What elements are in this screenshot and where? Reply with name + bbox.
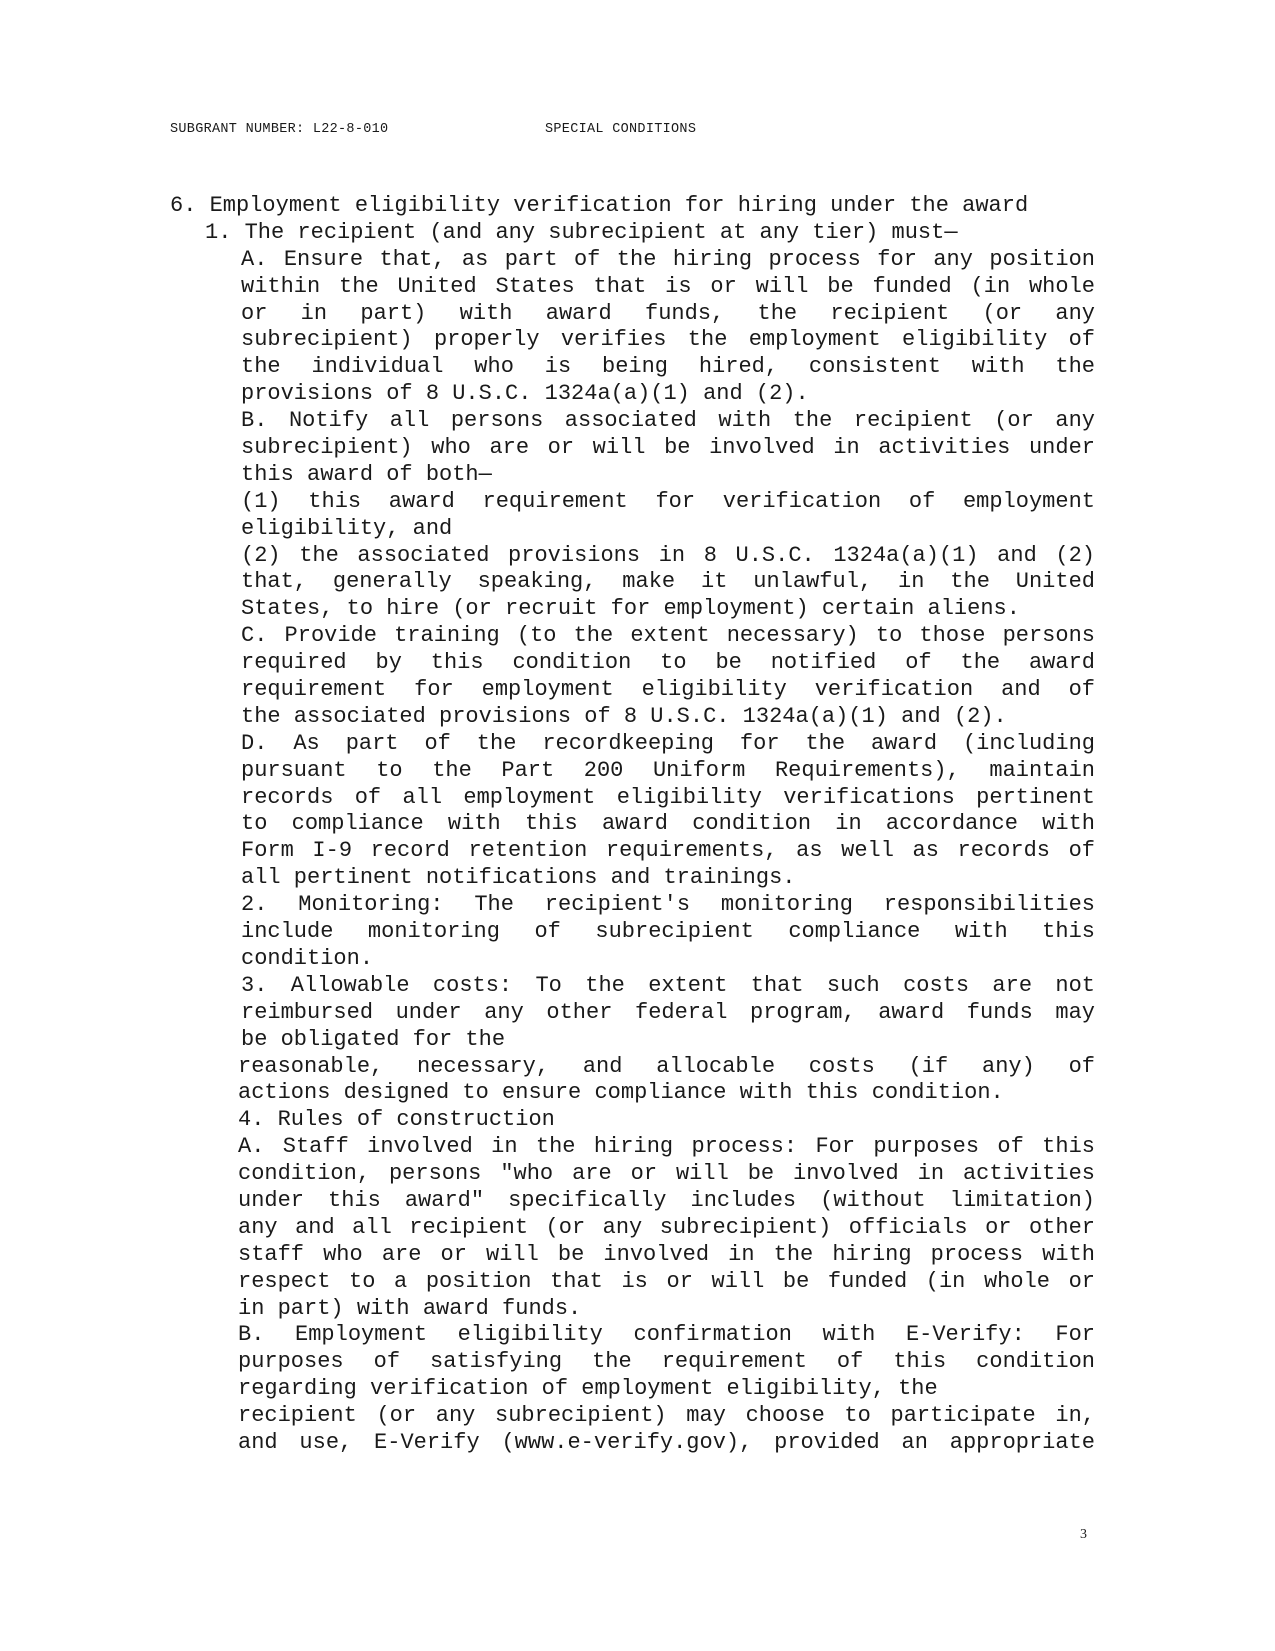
text-line: States, to hire (or recruit for employment) certain aliens.	[241, 596, 1020, 622]
text-line: any and all recipient (or any subrecipient) officials or other	[238, 1214, 1095, 1240]
text-line: records of all employment eligibility verifications pertinent	[241, 784, 1095, 810]
text-line: actions designed to ensure compliance with this condition.	[238, 1080, 1004, 1106]
text-line: regarding verification of employment eligibility, the	[238, 1376, 938, 1402]
text-line: pursuant to the Part 200 Uniform Requirements), maintain	[241, 757, 1095, 783]
text-line: within the United States that is or will be funded (in whole	[241, 273, 1095, 299]
text-line: reimbursed under any other federal program, award funds may	[241, 999, 1095, 1025]
text-line: A. Staff involved in the hiring process: For purposes of this	[238, 1134, 1095, 1160]
text-line: recipient (or any subrecipient) may choose to participate in,	[238, 1403, 1095, 1429]
text-line: under this award" specifically includes (without limitation)	[238, 1187, 1095, 1213]
subgrant-number: SUBGRANT NUMBER: L22-8-010	[170, 122, 389, 137]
text-line: and use, E-Verify (www.e-verify.gov), provided an appropriate	[238, 1429, 1095, 1455]
text-line: B. Notify all persons associated with the recipient (or any	[241, 408, 1095, 434]
text-line: the individual who is being hired, consistent with the	[241, 354, 1095, 380]
text-line: 1. The recipient (and any subrecipient at any tier) must—	[205, 219, 958, 245]
document-body	[170, 193, 1095, 1457]
text-line: B. Employment eligibility confirmation with E-Verify: For	[238, 1322, 1095, 1348]
text-line: required by this condition to be notified of the award	[241, 650, 1095, 676]
text-line: subrecipient) who are or will be involved in activities under	[241, 435, 1095, 461]
text-line: provisions of 8 U.S.C. 1324a(a)(1) and (2).	[241, 381, 809, 407]
text-line: requirement for employment eligibility verification and of	[241, 677, 1095, 703]
page-number: 3	[1080, 1527, 1087, 1542]
text-line: purposes of satisfying the requirement of this condition	[238, 1349, 1095, 1375]
text-line: to compliance with this award condition in accordance with	[241, 811, 1095, 837]
text-line: C. Provide training (to the extent necessary) to those persons	[241, 623, 1095, 649]
text-line: include monitoring of subrecipient compliance with this	[241, 919, 1095, 945]
text-line: this award of both—	[241, 461, 492, 487]
text-line: the associated provisions of 8 U.S.C. 1324a(a)(1) and (2).	[241, 703, 1007, 729]
text-line: in part) with award funds.	[238, 1295, 582, 1321]
text-line: subrecipient) properly verifies the employment eligibility of	[241, 327, 1095, 353]
text-line: 3. Allowable costs: To the extent that such costs are not	[241, 972, 1095, 998]
text-line: D. As part of the recordkeeping for the award (including	[241, 730, 1095, 756]
header-title: SPECIAL CONDITIONS	[545, 122, 697, 137]
text-line: or in part) with award funds, the recipient (or any	[241, 300, 1095, 326]
text-line: eligibility, and	[241, 515, 453, 541]
text-line: (2) the associated provisions in 8 U.S.C. 1324a(a)(1) and (2)	[241, 542, 1095, 568]
text-line: reasonable, necessary, and allocable costs (if any) of	[238, 1053, 1095, 1079]
text-line: staff who are or will be involved in the hiring process with	[238, 1241, 1095, 1267]
text-line: A. Ensure that, as part of the hiring process for any position	[241, 246, 1095, 272]
text-line: condition.	[241, 945, 374, 971]
text-line: (1) this award requirement for verification of employment	[241, 488, 1095, 514]
text-line: respect to a position that is or will be funded (in whole or	[238, 1268, 1095, 1294]
text-line: 2. Monitoring: The recipient's monitoring responsibilities	[241, 892, 1095, 918]
text-line: condition, persons "who are or will be involved in activities	[238, 1161, 1095, 1187]
text-line: 6. Employment eligibility verification for hiring under the award	[170, 193, 1029, 218]
text-line: Form I-9 record retention requirements, as well as records of	[241, 838, 1095, 864]
text-line: 4. Rules of construction	[238, 1107, 555, 1133]
text-line: that, generally speaking, make it unlawful, in the United	[241, 569, 1095, 595]
text-line: all pertinent notifications and trainings.	[241, 865, 796, 891]
text-line: be obligated for the	[241, 1026, 506, 1052]
